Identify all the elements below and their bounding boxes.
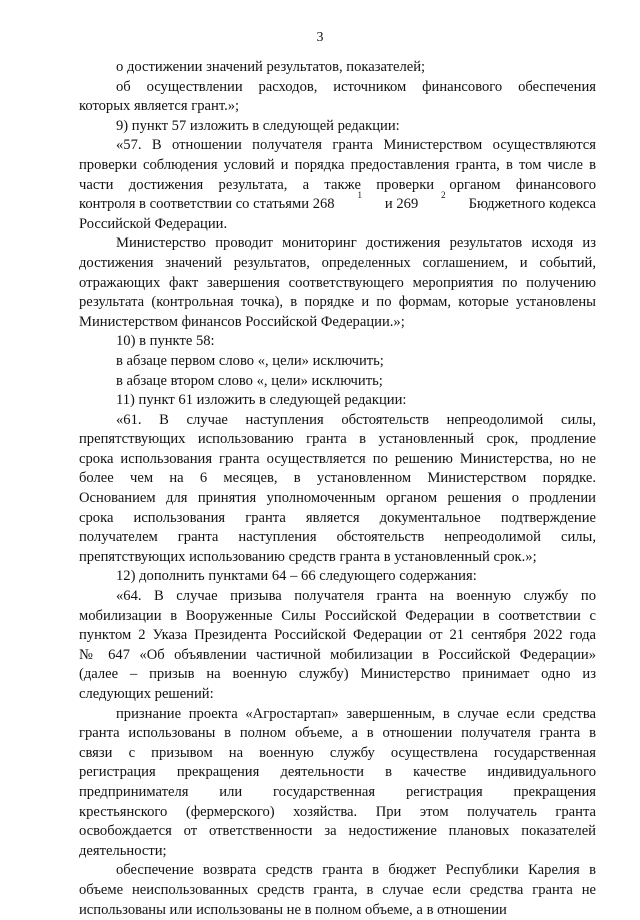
- superscript-2: 2: [441, 190, 446, 201]
- paragraph-line: препятствующих использованию средств гранта в установленный срок.»;: [79, 548, 537, 565]
- paragraph-line: использованы или использованы не в полном объеме, а в отношении: [79, 901, 507, 918]
- paragraph-p8: [116, 372, 596, 392]
- paragraph-line: регистрация прекращения деятельности в качестве индивидуального: [79, 764, 596, 781]
- paragraph-line: результата (контрольная точка), в порядке и по формам, которые установлены: [79, 294, 596, 311]
- paragraph-line: деятельности;: [79, 842, 167, 859]
- paragraph-p13: [79, 705, 596, 862]
- paragraph-p9: [116, 391, 596, 411]
- paragraph-line: предпринимателя или государственная регистрация прекращения: [79, 783, 596, 800]
- paragraph-p3: [116, 117, 596, 137]
- paragraph-p10: [79, 411, 596, 568]
- paragraph-line: Министерство проводит мониторинг достижения результатов исходя из: [116, 235, 596, 252]
- paragraph-line: о достижении значений результатов, показателей;: [116, 59, 426, 75]
- paragraph-line: следующих решений:: [79, 686, 214, 702]
- paragraph-line: «61. В случае наступления обстоятельств непреодолимой силы,: [116, 411, 596, 428]
- paragraph-line: № 647 «Об объявлении частичной мобилизации в Российской Федерации»: [79, 646, 596, 663]
- paragraph-line: об осуществлении расходов, источником финансового обеспечения: [116, 78, 596, 95]
- paragraph-line: части достижения результата, а также проверки органом финансового: [79, 176, 596, 193]
- document-body: [79, 58, 596, 920]
- paragraph-line: связи с призывом на военную службу осуществлена государственная: [79, 744, 596, 761]
- paragraph-line: «64. В случае призыва получателя гранта на военную службу по: [116, 588, 596, 605]
- paragraph-line: достижения значений результатов, определенных соглашением, и событий,: [79, 254, 596, 271]
- paragraph-line: Министерством финансов Российской Федерации.»;: [79, 313, 405, 330]
- paragraph-line: 9) пункт 57 изложить в следующей редакции:: [116, 117, 400, 134]
- paragraph-p11: [116, 567, 596, 587]
- line-segment: и 269: [384, 196, 419, 213]
- paragraph-line: Основанием для принятия уполномоченным органом решения о продлении: [79, 490, 596, 507]
- paragraph-p14: [79, 861, 596, 920]
- paragraph-line: отражающих факт завершения соответствующего мероприятия по получению: [79, 274, 596, 291]
- paragraph-line: которых является грант.»;: [79, 98, 240, 115]
- paragraph-line: объеме неиспользованных средств гранта, в случае если средства гранта не: [79, 881, 596, 898]
- paragraph-line: гранта использованы в полном объеме, а в отношении получателя гранта в: [79, 725, 596, 742]
- paragraph-line: «57. В отношении получателя гранта Министерством осуществляются: [116, 137, 596, 154]
- paragraph-line: срока использования гранта является документальное подтверждение: [79, 509, 596, 526]
- page-number: 3: [316, 30, 324, 45]
- paragraph-line: [79, 190, 596, 215]
- paragraph-line: (далее – призыв на военную службу) Министерство принимает одно из: [79, 666, 596, 683]
- paragraph-line: в абзаце втором слово «, цели» исключить;: [116, 372, 383, 389]
- paragraph-line: получателем гранта наступления обстоятельств непреодолимой силы,: [79, 529, 596, 546]
- paragraph-line: признание проекта «Агростартап» завершенным, в случае если средства: [116, 705, 596, 722]
- paragraph-line: в абзаце первом слово «, цели» исключить;: [116, 352, 384, 369]
- paragraph-line: препятствующих использованию гранта в установленный срок, продление: [79, 431, 596, 448]
- paragraph-line: пунктом 2 Указа Президента Российской Федерации от 21 сентября 2022 года: [79, 627, 596, 644]
- paragraph-line: освобождается от ответственности за недостижение плановых показателей: [79, 823, 596, 840]
- paragraph-line: мобилизации в Вооруженные Силы Российской Федерации в соответствии с: [79, 607, 596, 624]
- paragraph-line: 11) пункт 61 изложить в следующей редакции:: [116, 392, 407, 409]
- line-segment: Бюджетного кодекса: [468, 196, 596, 213]
- paragraph-p12: [79, 587, 596, 705]
- paragraph-line: 10) в пункте 58:: [116, 333, 215, 350]
- paragraph-line: Российской Федерации.: [79, 215, 228, 232]
- paragraph-line: более чем на 6 месяцев, в установленном Министерством порядке.: [79, 470, 596, 487]
- paragraph-p7: [116, 352, 596, 372]
- paragraph-p6: [116, 332, 596, 352]
- paragraph-line: срока использования гранта осуществляется по решению Министерства, но не: [79, 450, 596, 467]
- paragraph-p5: [79, 234, 596, 332]
- superscript-1: 1: [357, 190, 362, 201]
- paragraph-line: проверки соблюдения условий и порядка предоставления гранта, в том числе в: [79, 156, 596, 173]
- paragraph-p1: [116, 58, 596, 78]
- line-segment: контроля в соответствии со статьями 268: [79, 196, 335, 213]
- paragraph-line: 12) дополнить пунктами 64 – 66 следующего содержания:: [116, 568, 477, 585]
- paragraph-line: обеспечение возврата средств гранта в бюджет Республики Карелия в: [116, 862, 596, 879]
- paragraph-p4: [79, 136, 596, 234]
- paragraph-p2: [79, 78, 596, 117]
- paragraph-line: крестьянского (фермерского) хозяйства. При этом получатель гранта: [79, 803, 596, 820]
